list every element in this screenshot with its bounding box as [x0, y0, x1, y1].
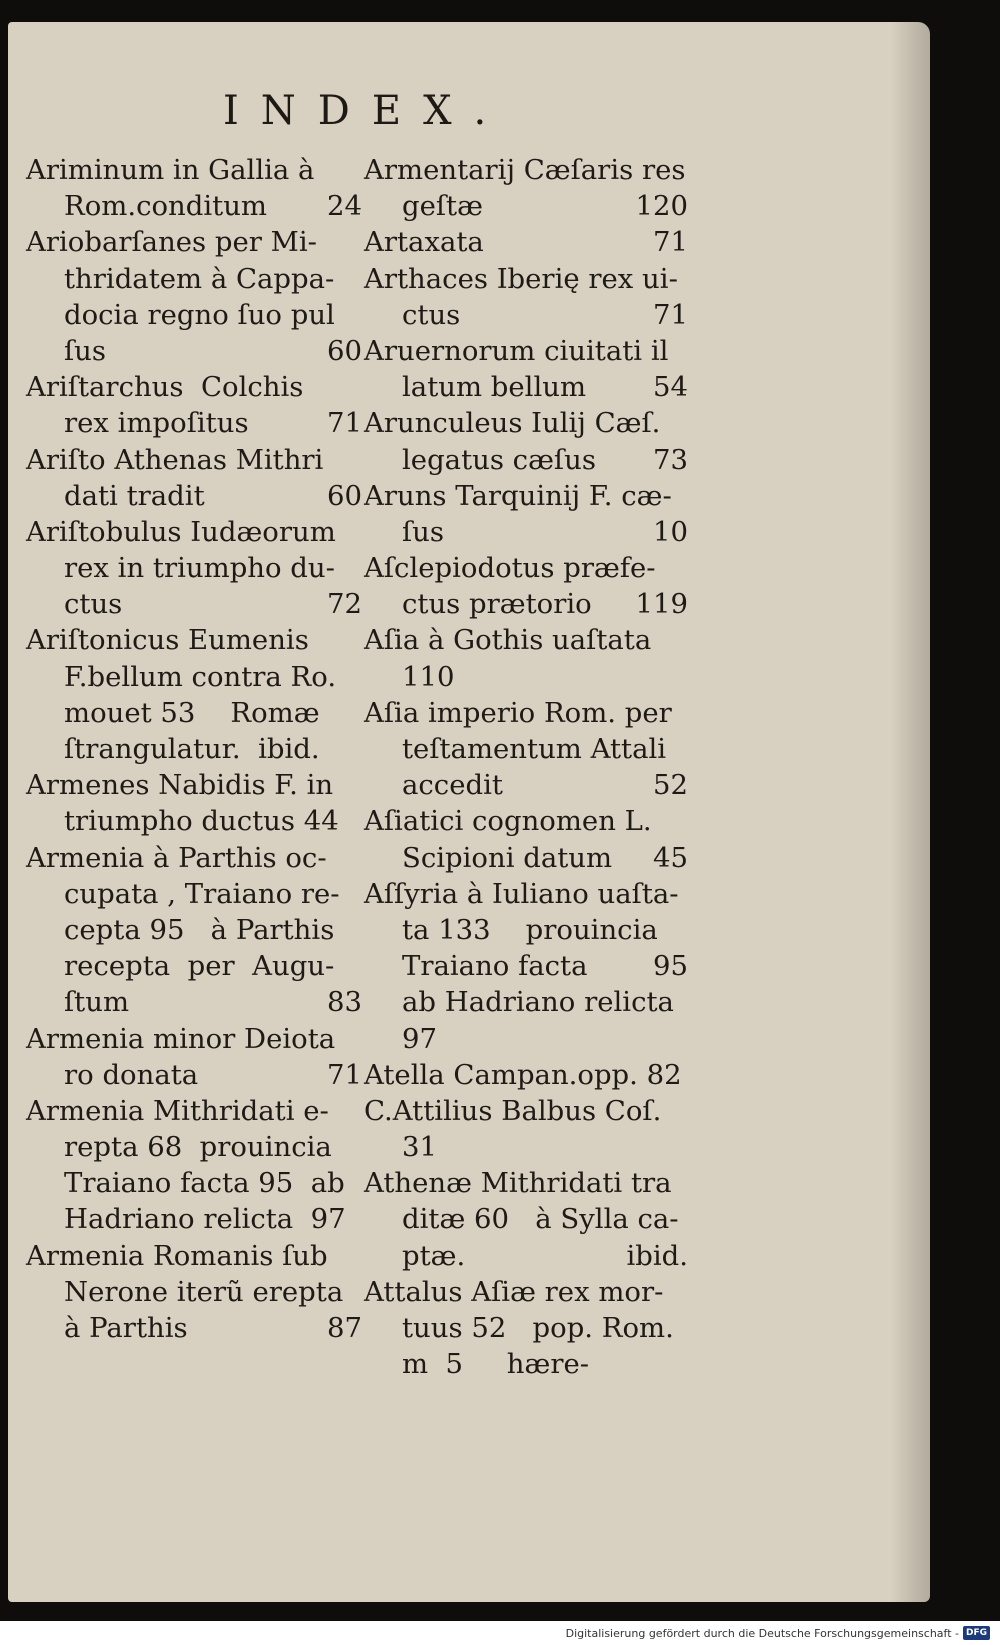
index-line	[364, 767, 688, 803]
index-line	[26, 333, 362, 369]
index-entry-text: ctus	[64, 588, 123, 621]
index-line	[26, 550, 362, 586]
index-entry-page: 10	[653, 515, 688, 548]
index-line	[364, 1310, 688, 1346]
index-line	[26, 659, 362, 695]
index-line	[26, 767, 362, 803]
index-line	[364, 695, 688, 731]
index-line	[26, 188, 362, 224]
index-entry-text: mouet 53 Romæ	[64, 696, 320, 729]
dfg-logo: DFG	[963, 1626, 990, 1640]
index-line	[364, 1129, 688, 1165]
index-entry-page: 119	[635, 588, 688, 621]
index-line	[26, 1129, 362, 1165]
index-line	[364, 1165, 688, 1201]
index-line	[364, 1346, 688, 1382]
index-line	[364, 514, 688, 550]
index-line	[364, 984, 688, 1020]
index-line	[26, 695, 362, 731]
index-entry-page: 71	[327, 1058, 362, 1091]
index-entry-text: ta 133 prouincia	[402, 913, 658, 946]
index-entry-text: rex in triumpho du-	[64, 552, 335, 585]
index-entry-text: Ariminum in Gallia à	[26, 154, 315, 186]
index-line	[364, 622, 688, 658]
index-line	[364, 369, 688, 405]
left-index-column	[26, 152, 362, 1346]
index-entry-page: ibid.	[626, 1239, 688, 1272]
index-entry-text: F.bellum contra Ro.	[64, 660, 337, 693]
index-entry-page: 87	[327, 1312, 362, 1344]
index-line	[364, 1274, 688, 1310]
index-line	[26, 948, 362, 984]
index-line	[364, 297, 688, 333]
index-line	[26, 478, 362, 514]
index-entry-text: Ariſto Athenas Mithri	[26, 443, 324, 476]
index-line	[364, 333, 688, 369]
index-entry-text: Ariobarſanes per Mi-	[26, 226, 317, 259]
index-entry-text: ro donata	[64, 1058, 199, 1091]
index-entry-text: ſus	[402, 515, 445, 548]
index-entry-text: ſtum	[64, 986, 130, 1019]
index-entry-text: ab Hadriano relicta	[402, 986, 674, 1019]
index-entry-text: triumpho ductus 44	[64, 805, 339, 838]
index-entry-text: cepta 95 à Parthis	[64, 913, 335, 946]
index-entry-text: ptæ.	[402, 1239, 466, 1272]
index-line	[26, 442, 362, 478]
index-line	[26, 224, 362, 260]
index-line	[26, 912, 362, 948]
index-line	[364, 803, 688, 839]
index-entry-text: Aſſyria à Iuliano uaſta-	[364, 877, 679, 910]
index-line	[364, 1057, 688, 1093]
index-line	[364, 1093, 688, 1129]
index-entry-text: Artaxata	[364, 226, 484, 259]
index-entry-text: Armenia Romanis ſub	[26, 1239, 328, 1272]
index-line	[26, 876, 362, 912]
index-entry-text: Nerone iterũ erepta	[64, 1275, 344, 1308]
index-entry-text: Arthaces Iberię rex ui-	[364, 262, 678, 295]
index-entry-page: 52	[653, 769, 688, 802]
index-line	[26, 586, 362, 622]
index-entry-text: repta 68 prouincia	[64, 1131, 332, 1164]
index-entry-text: Scipioni datum	[402, 841, 613, 874]
index-entry-page: 60	[327, 479, 362, 512]
footer-credit: Digitalisierung gefördert durch die Deutsche Forschungsgemeinschaft -	[565, 1626, 959, 1640]
index-line	[364, 586, 688, 622]
index-entry-text: 97	[402, 1022, 437, 1055]
index-line	[364, 405, 688, 441]
index-entry-text: ditæ 60 à Sylla ca-	[402, 1203, 679, 1236]
index-entry-text: teſtamentum Attali	[402, 733, 667, 765]
index-line	[364, 876, 688, 912]
index-line	[26, 369, 362, 405]
index-line	[364, 912, 688, 948]
index-line	[364, 840, 688, 876]
index-line	[26, 1093, 362, 1129]
index-entry-text: ſtrangulatur. ibid.	[64, 733, 320, 765]
index-line	[364, 1021, 688, 1057]
index-entry-text: accedit	[402, 769, 503, 802]
index-line	[26, 1201, 362, 1237]
index-line	[26, 840, 362, 876]
index-entry-text: Athenæ Mithridati tra	[364, 1167, 672, 1200]
index-entry-text: Armenia minor Deiota	[26, 1022, 336, 1055]
index-line	[26, 622, 362, 658]
digitization-footer	[0, 1621, 1000, 1645]
index-entry-text: C.Attilius Balbus Coſ.	[364, 1094, 662, 1127]
index-entry-text: Ariſtonicus Eumenis	[26, 624, 309, 657]
index-entry-text: rex impoſitus	[64, 407, 249, 440]
index-entry-text: Atella Campan.opp. 82	[364, 1058, 682, 1091]
index-entry-text: Rom.conditum	[64, 190, 267, 223]
book-page	[8, 22, 930, 1602]
index-entry-text: docia regno ſuo pul	[64, 298, 335, 331]
index-entry-text: m 5 hære-	[402, 1348, 590, 1381]
index-entry-text: Traiano facta 95 ab	[64, 1167, 345, 1200]
index-entry-text: legatus cæſus	[402, 443, 596, 476]
index-entry-page: 120	[635, 190, 688, 223]
index-line	[26, 405, 362, 441]
index-line	[26, 1274, 362, 1310]
index-entry-text: 110	[402, 660, 455, 693]
index-entry-page: 71	[327, 407, 362, 440]
index-line	[364, 731, 688, 767]
index-entry-page: 95	[653, 950, 688, 983]
index-entry-page: 45	[653, 841, 688, 874]
index-line	[26, 1021, 362, 1057]
index-entry-page: 54	[653, 371, 688, 404]
index-line	[26, 1310, 362, 1346]
index-line	[364, 188, 688, 224]
index-entry-page: 83	[327, 986, 362, 1019]
index-entry-text: Armenia Mithridati e-	[26, 1094, 329, 1127]
index-line	[26, 731, 362, 767]
index-line	[364, 1238, 688, 1274]
index-entry-text: à Parthis	[64, 1312, 188, 1344]
index-line	[364, 261, 688, 297]
index-entry-text: Ariſtobulus Iudæorum	[26, 515, 336, 548]
index-entry-text: Arunculeus Iulij Cæſ.	[364, 407, 661, 440]
index-entry-text: Aſclepiodotus præfe-	[364, 552, 656, 585]
page-header: INDEX.	[223, 88, 509, 134]
index-entry-text: ctus	[402, 298, 461, 331]
index-entry-text: Armentarij Cæſaris res	[364, 154, 686, 186]
index-line	[26, 1238, 362, 1274]
index-entry-text: Aſia imperio Rom. per	[364, 696, 672, 729]
page-edge-shadow	[890, 22, 930, 1602]
index-entry-text: Aſiatici cognomen L.	[364, 805, 652, 838]
right-index-column	[364, 152, 688, 1382]
index-entry-text: Armenia à Parthis oc-	[26, 841, 327, 874]
index-entry-text: Attalus Aſiæ rex mor-	[364, 1275, 664, 1308]
index-line	[364, 659, 688, 695]
index-entry-text: ctus prætorio	[402, 588, 592, 621]
index-line	[364, 224, 688, 260]
index-entry-text: thridatem à Cappa-	[64, 262, 335, 295]
index-line	[26, 297, 362, 333]
index-line	[26, 984, 362, 1020]
index-entry-text: 31	[402, 1131, 437, 1164]
index-line	[364, 550, 688, 586]
index-entry-page: 72	[327, 588, 362, 621]
index-entry-text: Hadriano relicta 97	[64, 1203, 346, 1236]
index-entry-text: dati tradit	[64, 479, 205, 512]
index-entry-text: latum bellum	[402, 371, 587, 404]
index-entry-page: 60	[327, 334, 362, 367]
index-line	[26, 803, 362, 839]
index-line	[26, 514, 362, 550]
index-entry-text: tuus 52 pop. Rom.	[402, 1312, 674, 1344]
index-line	[26, 1057, 362, 1093]
index-line	[364, 948, 688, 984]
index-line	[364, 1201, 688, 1237]
index-entry-text: recepta per Augu-	[64, 950, 335, 983]
index-entry-text: Traiano facta	[402, 950, 588, 983]
index-line	[26, 152, 362, 188]
index-line	[26, 261, 362, 297]
index-entry-text: ſus	[64, 334, 107, 367]
index-entry-text: Aruernorum ciuitati il	[364, 334, 669, 367]
index-entry-text: geſtæ	[402, 190, 483, 223]
index-entry-text: Ariſtarchus Colchis	[26, 371, 304, 404]
index-entry-page: 73	[653, 443, 688, 476]
index-line	[364, 152, 688, 188]
index-entry-page: 71	[653, 298, 688, 331]
index-entry-text: Aruns Tarquinij F. cæ-	[364, 479, 672, 512]
index-entry-text: cupata , Traiano re-	[64, 877, 340, 910]
index-entry-page: 24	[327, 190, 362, 223]
index-line	[26, 1165, 362, 1201]
index-entry-text: Armenes Nabidis F. in	[26, 769, 334, 802]
index-entry-text: Aſia à Gothis uaſtata	[364, 624, 652, 657]
index-entry-page: 71	[653, 226, 688, 259]
index-line	[364, 478, 688, 514]
index-line	[364, 442, 688, 478]
